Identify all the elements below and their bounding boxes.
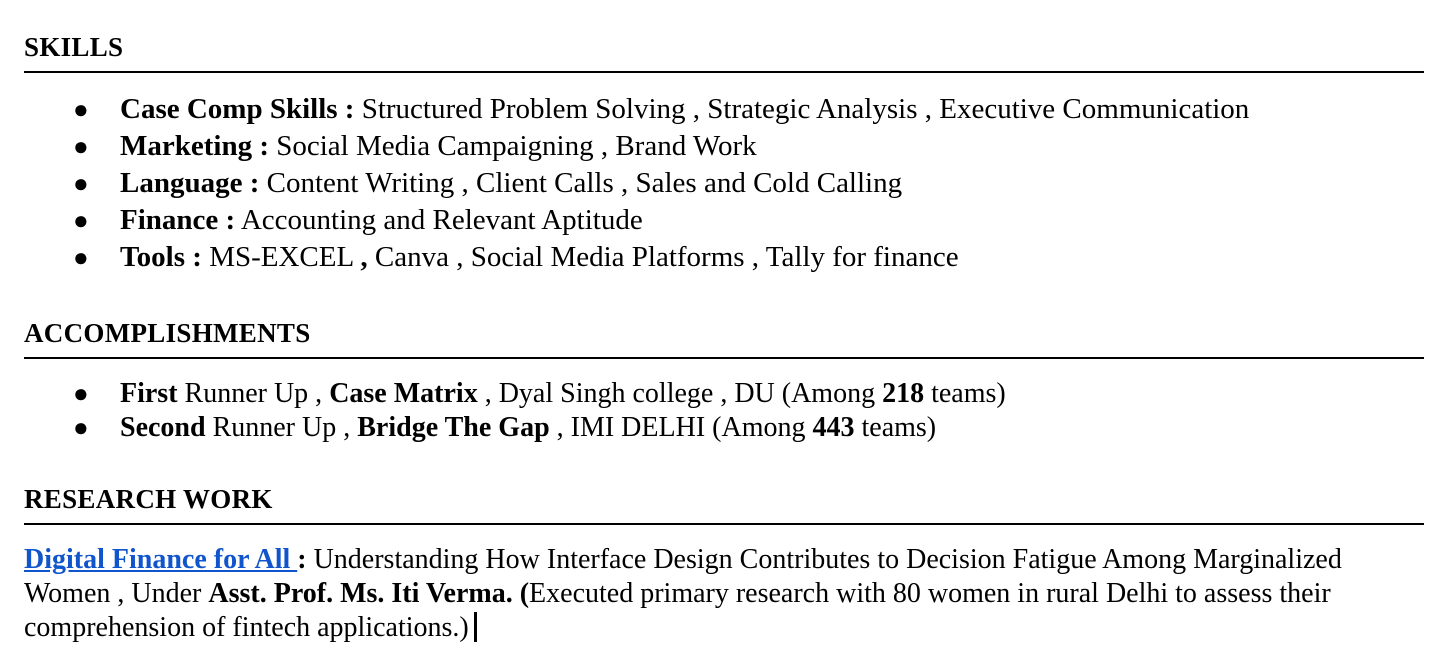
event-name: Bridge The Gap <box>357 412 550 443</box>
accomplishment-text: , Dyal Singh college , DU (Among <box>477 378 883 409</box>
skill-label: Case Comp Skills : <box>120 93 355 125</box>
skill-text: Structured Problem Solving , Strategic Analysis , Executive Communication <box>354 93 1250 125</box>
research-text: Understanding How Interface Design Contributes to Decision Fatigue Among Marginalized Women , Under <box>24 544 1342 609</box>
rank: First <box>120 378 178 409</box>
rank: Second <box>120 412 206 443</box>
event-name: Case Matrix <box>329 378 478 409</box>
accomplishment-text: , IMI DELHI (Among <box>549 412 813 443</box>
skills-heading: SKILLS <box>24 32 124 62</box>
list-item <box>24 411 1006 445</box>
list-item <box>24 91 1249 128</box>
bullet-icon: ● <box>73 379 89 408</box>
team-count: 218 <box>882 378 925 409</box>
skill-label: Language : <box>120 167 260 199</box>
accomplishment-text: Runner Up , <box>205 412 358 443</box>
accomplishment-text: Runner Up , <box>177 378 330 409</box>
skill-text: Canva , Social Media Platforms , Tally for finance <box>367 241 959 273</box>
bullet-icon: ● <box>73 413 89 442</box>
accomplishments-divider <box>24 357 1424 359</box>
bullet-icon: ● <box>73 169 89 198</box>
accomplishments-list <box>24 377 1006 445</box>
skill-label: Tools : <box>120 241 202 273</box>
list-item <box>24 377 1006 411</box>
accomplishment-text: teams) <box>854 412 937 443</box>
skill-label: Finance : <box>120 204 236 236</box>
list-item <box>24 239 1249 276</box>
research-text: Executed primary research with 80 women in rural Delhi to assess their comprehension of fintech applications.) <box>24 578 1331 643</box>
list-item <box>24 165 1249 202</box>
research-paragraph <box>24 543 1424 645</box>
research-heading: RESEARCH WORK <box>24 484 273 514</box>
bullet-icon: ● <box>73 132 89 161</box>
research-divider <box>24 523 1424 525</box>
skills-list <box>24 91 1249 276</box>
research-colon: : <box>297 544 307 575</box>
research-title-link[interactable]: Digital Finance for All <box>24 544 298 575</box>
skill-text: Accounting and Relevant Aptitude <box>235 204 643 236</box>
bullet-icon: ● <box>73 243 89 272</box>
list-item <box>24 202 1249 239</box>
accomplishment-text: teams) <box>924 378 1006 409</box>
skill-text: Social Media Campaigning , Brand Work <box>269 130 757 162</box>
bullet-icon: ● <box>73 206 89 235</box>
skill-comma: , <box>360 241 368 273</box>
list-item <box>24 128 1249 165</box>
accomplishments-heading: ACCOMPLISHMENTS <box>24 318 311 348</box>
bullet-icon: ● <box>73 95 89 124</box>
skill-text: MS-EXCEL <box>201 241 361 273</box>
skill-label: Marketing : <box>120 130 269 162</box>
skills-divider <box>24 71 1424 73</box>
skill-text: Content Writing , Client Calls , Sales and Cold Calling <box>259 167 903 199</box>
advisor-name: Asst. Prof. Ms. Iti Verma. ( <box>208 578 530 609</box>
text-cursor <box>474 612 477 642</box>
team-count: 443 <box>812 412 855 443</box>
